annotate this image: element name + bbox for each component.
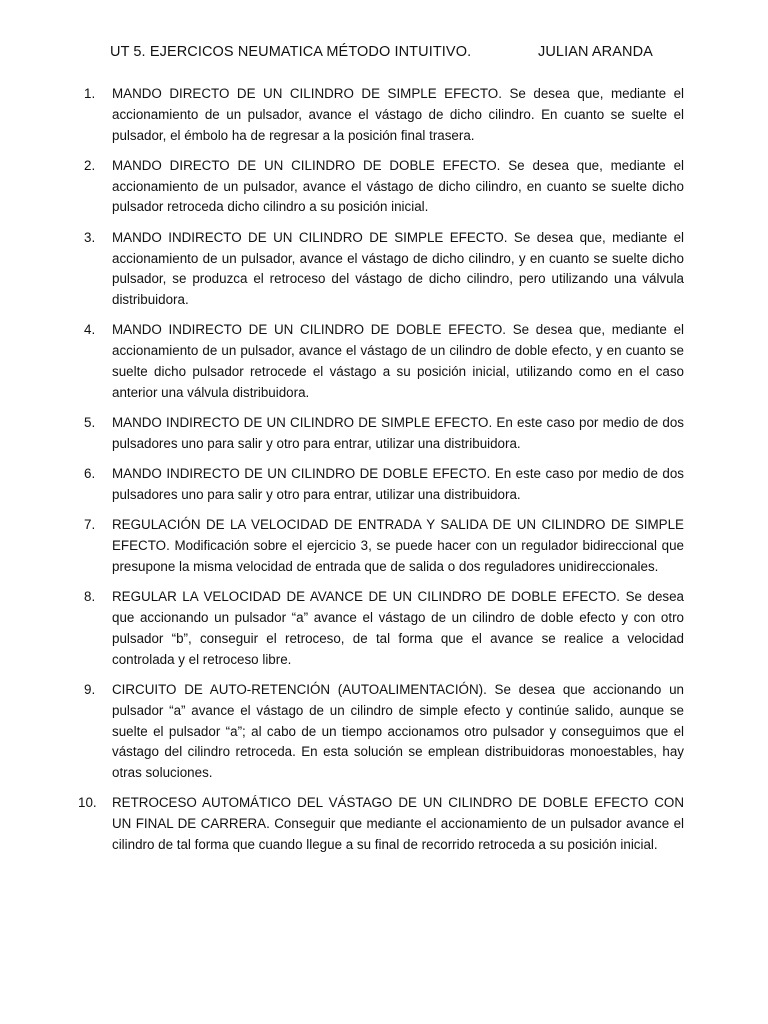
- exercise-number: 5.: [84, 415, 96, 431]
- exercise-text: MANDO INDIRECTO DE UN CILINDRO DE DOBLE EFECTO. Se desea que, mediante el accionamiento de un pulsador, avance el vástago de un cilindro de doble efecto, y en cuanto se suelte dicho pulsador retrocede el vástago a su posición inicial, utilizando como en el caso anterior una válvula distribuidora.: [112, 322, 684, 400]
- exercise-number: 1.: [84, 86, 96, 101]
- exercise-text: MANDO DIRECTO DE UN CILINDRO DE DOBLE EFECTO. Se desea que, mediante el accionamiento de un pulsador, avance el vástago de dicho cilindro, en cuanto se suelte dicho pulsador retroceda dicho cilindro a su posición inicial.: [112, 157, 684, 215]
- exercise-text: CIRCUITO DE AUTO-RETENCIÓN (AUTOALIMENTACIÓN). Se desea que accionando un pulsador “a” avance el vástago de un cilindro de simple efecto y continúe salido, aunque se suelte el pulsador “a”; al cabo de un tiempo accionamos otro pulsador y conseguimos que el vástago del cilindro retroceda. En esta solución se emplean distribuidoras monoestables, hay otras soluciones.: [112, 681, 684, 781]
- document-author: JULIAN ARANDA: [538, 44, 653, 60]
- exercise-item-10: [0, 793, 768, 855]
- exercise-text: MANDO DIRECTO DE UN CILINDRO DE SIMPLE EFECTO. Se desea que, mediante el accionamiento de un pulsador, avance el vástago de dicho cilindro. En cuanto se suelte el pulsador, el émbolo ha de regresar a la posición final trasera.: [112, 86, 684, 143]
- exercise-number: 6.: [84, 466, 96, 482]
- exercise-text: RETROCESO AUTOMÁTICO DEL VÁSTAGO DE UN CILINDRO DE DOBLE EFECTO CON UN FINAL DE CARRERA. Conseguir que mediante el accionamiento de un pulsador avance el cilindro de tal forma que cuando llegue a su final de recorrido retroceda a su posición inicial.: [112, 795, 684, 852]
- exercise-item-7: [0, 515, 768, 577]
- exercise-item-1: [0, 84, 768, 146]
- exercise-item-6: [0, 464, 768, 506]
- document-header: [110, 44, 670, 66]
- exercise-number: 9.: [84, 681, 96, 697]
- exercise-number: 3.: [84, 229, 96, 245]
- exercise-text: MANDO INDIRECTO DE UN CILINDRO DE SIMPLE EFECTO. Se desea que, mediante el accionamiento de un pulsador, avance el vástago de dicho cilindro, y en cuanto se suelte dicho pulsador, se produzca el retroceso del vástago de dicho cilindro, pero utilizando una válvula distribuidora.: [112, 229, 684, 308]
- exercise-item-2: [0, 156, 768, 218]
- exercise-item-3: [0, 228, 768, 311]
- exercise-text: REGULAR LA VELOCIDAD DE AVANCE DE UN CILINDRO DE DOBLE EFECTO. Se desea que accionando un pulsador “a” avance el vástago de un cilindro de doble efecto y con otro pulsador “b”, conseguir el retroceso, de tal forma que el avance se realice a velocidad controlada y el retroceso libre.: [112, 589, 684, 667]
- document-title: UT 5. EJERCICOS NEUMATICA MÉTODO INTUITIVO.: [110, 44, 472, 60]
- exercise-text: MANDO INDIRECTO DE UN CILINDRO DE DOBLE EFECTO. En este caso por medio de dos pulsadores uno para salir y otro para entrar, utilizar una distribuidora.: [112, 466, 684, 503]
- exercise-number: 10.: [78, 795, 97, 811]
- exercise-item-4: [0, 320, 768, 403]
- exercise-text: REGULACIÓN DE LA VELOCIDAD DE ENTRADA Y SALIDA DE UN CILINDRO DE SIMPLE EFECTO. Modificación sobre el ejercicio 3, se puede hacer con un regulador bidireccional que presupone la misma velocidad de entrada que de salida o dos reguladores unidireccionales.: [112, 517, 684, 574]
- exercise-item-8: [0, 587, 768, 670]
- exercise-item-9: [0, 680, 768, 784]
- exercise-number: 4.: [84, 322, 96, 338]
- exercise-number: 7.: [84, 517, 96, 533]
- exercise-number: 8.: [84, 589, 96, 605]
- exercise-list: [0, 84, 768, 865]
- exercise-number: 2.: [84, 157, 96, 173]
- exercise-text: MANDO INDIRECTO DE UN CILINDRO DE SIMPLE EFECTO. En este caso por medio de dos pulsadores uno para salir y otro para entrar, utilizar una distribuidora.: [112, 415, 684, 451]
- exercise-item-5: [0, 413, 768, 455]
